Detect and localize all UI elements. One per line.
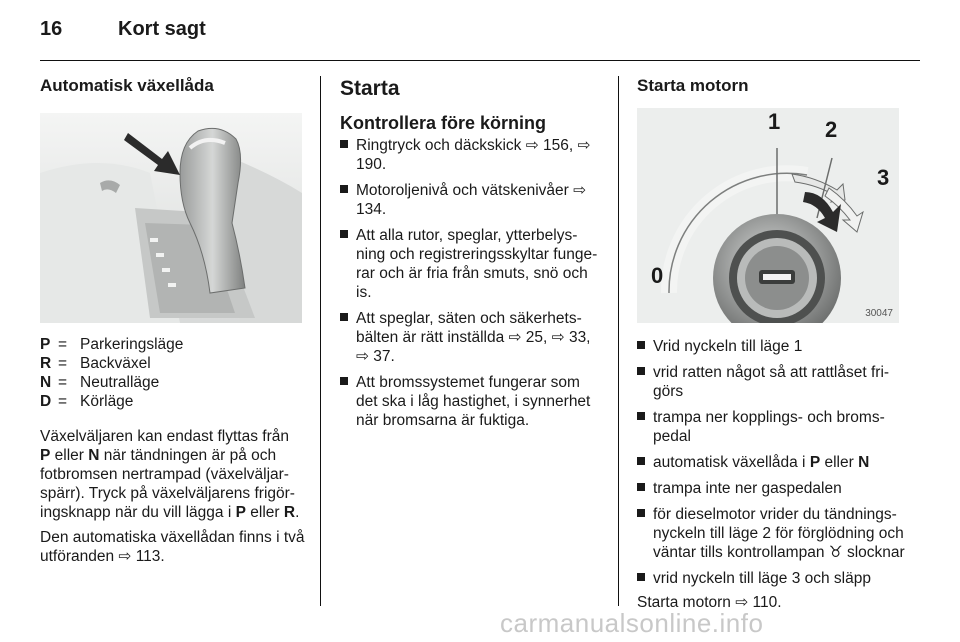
item-text: automatisk växellåda i [653,454,810,471]
list-item [637,479,907,498]
section-heading: Automatisk växellåda [40,76,214,95]
item-text: trampa inte ner gaspedalen [653,480,842,497]
gear-key: N [40,374,52,391]
subheading: Kontrollera före körning [340,113,547,133]
list-item [340,181,605,219]
ignition-switch-illustration [637,108,899,323]
item-text: Ringtryck och däckskick ⇨ 156, ⇨ 190. [356,137,591,173]
bullet-icon [340,377,348,385]
bullet-icon [340,185,348,193]
item-text: trampa ner kopplings- och broms-pedal [653,409,885,445]
bullet-icon [637,483,645,491]
pre-drive-checklist [340,136,605,430]
gearbox-versions-paragraph: Den automatiska växellådan finns i två utföranden ⇨ 113. [40,529,305,565]
list-item [340,226,605,302]
section-heading: Starta motorn [637,76,749,95]
gear-description: Körläge [80,393,134,410]
glow-plug-icon: ♉ [828,543,843,561]
list-item [637,337,907,356]
page-number: 16 [40,18,63,40]
list-item [40,354,183,373]
page-header [40,18,206,41]
equals-sign: = [58,393,68,410]
start-engine-steps [637,337,907,588]
item-text: vrid ratten något så att rattlåset fri-görs [653,364,890,400]
position-label-1: 1 [768,109,781,134]
list-item [40,392,183,411]
text-run: P [40,447,51,464]
column-divider [618,76,619,606]
item-text: för dieselmotor vrider du tändnings-nyckeln till läge 2 för förglödning och väntar tills kontrollampan [653,506,904,561]
bullet-icon [637,457,645,465]
column-start-engine [637,72,907,612]
list-item [637,453,907,472]
text-run: N [88,447,100,464]
bullet-icon [637,573,645,581]
item-text: eller [820,454,859,471]
text-run: P [235,504,246,521]
list-item [637,505,907,562]
list-item [637,408,907,446]
item-text: Att bromssystemet fungerar som det ska i låg hastighet, i synnerhet när bromsarna är fuktiga. [356,374,591,429]
header-rule [40,60,920,61]
gear-key: R [40,355,52,372]
position-label-0: 0 [651,263,664,288]
text-run: eller [50,447,89,464]
list-item [40,373,183,392]
gear-key: P [40,336,51,353]
item-text: slocknar [842,544,905,561]
gear-description: Backväxel [80,355,151,372]
position-label-2: 2 [825,117,838,142]
item-text: P [809,454,821,471]
list-item [637,363,907,401]
figure-code: 30047 [865,308,893,319]
text-run: . [295,504,300,521]
selector-lock-paragraph [40,427,305,522]
item-text: Att speglar, säten och säkerhets-bälten är rätt inställda ⇨ 25, ⇨ 33, ⇨ 37. [356,310,591,365]
page-title: Kort sagt [118,18,206,40]
bullet-icon [637,341,645,349]
column-divider [320,76,321,606]
bullet-icon [637,509,645,517]
item-text: N [858,454,870,471]
bullet-icon [637,367,645,375]
equals-sign: = [58,336,68,353]
item-text: Vrid nyckeln till läge 1 [653,338,803,355]
section-heading: Starta [340,77,400,100]
text-run: R [283,504,296,521]
gear-positions-list [40,335,183,411]
text-run: när tändningen är på och fotbromsen nertrampad (växelväljar-spärr). Tryck på växelväljarens frigör-ingsknapp när du vill lägga i [40,447,295,521]
list-item [637,569,907,588]
cross-reference: Starta motorn ⇨ 110. [637,594,782,611]
gear-description: Parkeringsläge [80,336,184,353]
column-start [340,72,605,437]
item-text: Motoroljenivå och vätskenivåer ⇨ 134. [356,182,587,218]
text-run: Växelväljaren kan endast flyttas från [40,428,289,445]
equals-sign: = [58,374,68,391]
item-text: Att alla rutor, speglar, ytterbelys-ning och registreringsskyltar funge-rar och är fria från smuts, snö och is. [356,227,598,301]
list-item [340,309,605,366]
list-item [340,136,605,174]
item-text: vrid nyckeln till läge 3 och släpp [653,570,871,587]
bullet-icon [637,412,645,420]
watermark: carmanualsonline.info [500,608,764,638]
position-label-3: 3 [877,165,890,190]
bullet-icon [340,230,348,238]
gear-key: D [40,393,52,410]
bullet-icon [340,140,348,148]
text-run: eller [245,504,284,521]
bullet-icon [340,313,348,321]
column-automatic-gearbox [40,72,305,566]
equals-sign: = [58,355,68,372]
list-item [40,335,183,354]
gear-selector-illustration [40,113,302,323]
list-item [340,373,605,430]
gear-description: Neutralläge [80,374,160,391]
